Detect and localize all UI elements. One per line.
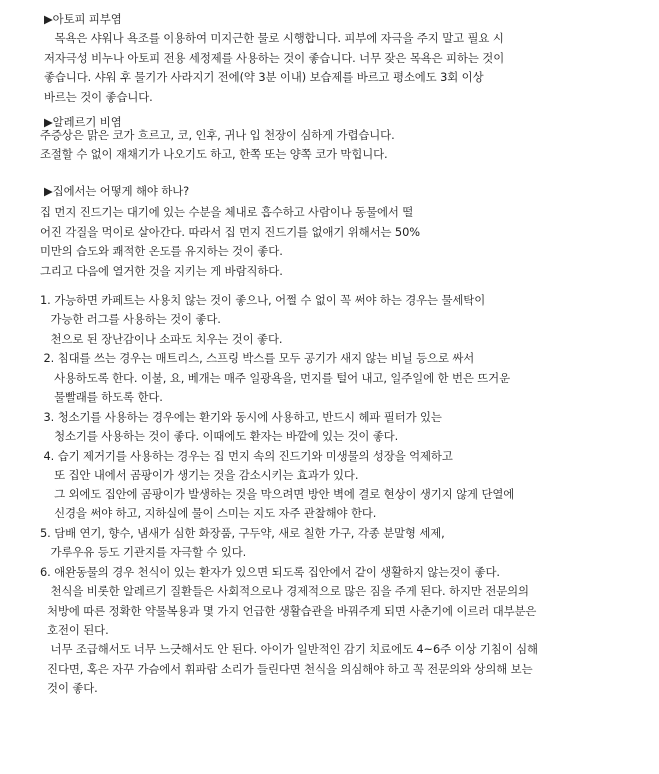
list-item-line: 청소기를 사용하는 것이 좋다. 이때에도 환자는 바깥에 있는 것이 좋다. bbox=[40, 429, 399, 443]
paragraph-line: 천식을 비롯한 알레르기 질환들은 사회적으로나 경제적으로 많은 짐을 주게 된다. 하지만 전문의의 bbox=[40, 584, 529, 598]
list-item-5: 5. 담배 연기, 향수, 냄새가 심한 화장품, 구두약, 새로 칠한 가구, 각종 분말형 세제, bbox=[40, 526, 445, 540]
list-item-line: 신경을 써야 하고, 지하실에 물이 스미는 지도 자주 관찰해야 한다. bbox=[40, 506, 377, 520]
list-item-3: 3. 청소기를 사용하는 경우에는 환기와 동시에 사용하고, 반드시 헤파 필터가 있는 bbox=[40, 410, 442, 424]
paragraph-line: 미만의 습도와 쾌적한 온도를 유지하는 것이 좋다. bbox=[40, 244, 283, 258]
paragraph-line: 것이 좋다. bbox=[40, 681, 98, 695]
list-item-line: 물빨래를 하도록 한다. bbox=[40, 390, 163, 404]
list-item-4: 4. 습기 제거기를 사용하는 경우는 집 먼지 속의 진드기와 미생물의 성장을 억제하고 bbox=[40, 449, 453, 463]
paragraph-line: 저자극성 비누나 아토피 전용 세정제를 사용하는 것이 좋습니다. 너무 잦은 목욕은 피하는 것이 bbox=[44, 51, 505, 65]
list-item-line: 가루우유 등도 기관지를 자극할 수 있다. bbox=[40, 545, 247, 559]
paragraph-line: 호전이 된다. bbox=[40, 623, 109, 637]
heading-atopic-dermatitis: ▶아토피 피부염 bbox=[44, 12, 122, 26]
paragraph-line: 집 먼지 진드기는 대기에 있는 수분을 체내로 흡수하고 사람이나 동물에서 떨 bbox=[40, 205, 414, 219]
paragraph-line: 처방에 따른 정확한 약물복용과 몇 가지 언급한 생활습관을 바꿔주게 되면 사춘기에 이르러 대부분은 bbox=[40, 604, 537, 618]
list-item-line: 가능한 러그를 사용하는 것이 좋다. bbox=[40, 312, 221, 326]
paragraph-line: 좋습니다. 샤워 후 물기가 사라지기 전에(약 3분 이내) 보습제를 바르고 평소에도 3회 이상 bbox=[44, 70, 484, 84]
heading-what-to-do-at-home: ▶집에서는 어떻게 해야 하나? bbox=[44, 184, 190, 198]
list-item-2: 2. 침대를 쓰는 경우는 매트리스, 스프링 박스를 모두 공기가 새지 않는 비닐 등으로 싸서 bbox=[40, 351, 475, 365]
paragraph-line: 주증상은 맑은 코가 흐르고, 코, 인후, 귀나 입 천장이 심하게 가렵습니다. bbox=[40, 128, 395, 142]
list-item-line: 또 집안 내에서 곰팡이가 생기는 것을 감소시키는 효과가 있다. bbox=[40, 468, 359, 482]
list-item-line: 그 외에도 집안에 곰팡이가 발생하는 것을 막으려면 방안 벽에 결로 현상이 생기지 않게 단열에 bbox=[40, 487, 515, 501]
paragraph-line: 너무 조급해서도 너무 느긋해서도 안 된다. 아이가 일반적인 감기 치료에도 4~6주 이상 기침이 심해 bbox=[40, 642, 538, 656]
paragraph-line: 목욕은 샤워나 욕조를 이용하여 미지근한 물로 시행합니다. 피부에 자극을 주지 말고 필요 시 bbox=[44, 31, 504, 45]
heading-allergic-rhinitis: ▶알레르기 비염 bbox=[44, 115, 122, 129]
list-item-6: 6. 애완동물의 경우 천식이 있는 환자가 있으면 되도록 집안에서 같이 생활하지 않는것이 좋다. bbox=[40, 565, 500, 579]
paragraph-line: 바르는 것이 좋습니다. bbox=[44, 90, 153, 104]
paragraph-line: 어진 각질을 먹이로 살아간다. 따라서 집 먼지 진드기를 없애기 위해서는 50% bbox=[40, 225, 420, 239]
paragraph-line: 진다면, 혹은 자꾸 가슴에서 휘파람 소리가 들린다면 천식을 의심해야 하고 꼭 전문의와 상의해 보는 bbox=[40, 662, 533, 676]
list-item-line: 천으로 된 장난감이나 소파도 치우는 것이 좋다. bbox=[40, 332, 283, 346]
list-item-line: 사용하도록 한다. 이불, 요, 베개는 매주 일광욕을, 먼지를 털어 내고, 일주일에 한 번은 뜨거운 bbox=[40, 371, 510, 385]
paragraph-line: 조절할 수 없이 재채기가 나오기도 하고, 한쪽 또는 양쪽 코가 막힙니다. bbox=[40, 147, 388, 161]
list-item-1: 1. 가능하면 카페트는 사용치 않는 것이 좋으나, 어쩔 수 없이 꼭 써야 하는 경우는 물세탁이 bbox=[40, 293, 486, 307]
paragraph-line: 그리고 다음에 열거한 것을 지키는 게 바람직하다. bbox=[40, 264, 283, 278]
